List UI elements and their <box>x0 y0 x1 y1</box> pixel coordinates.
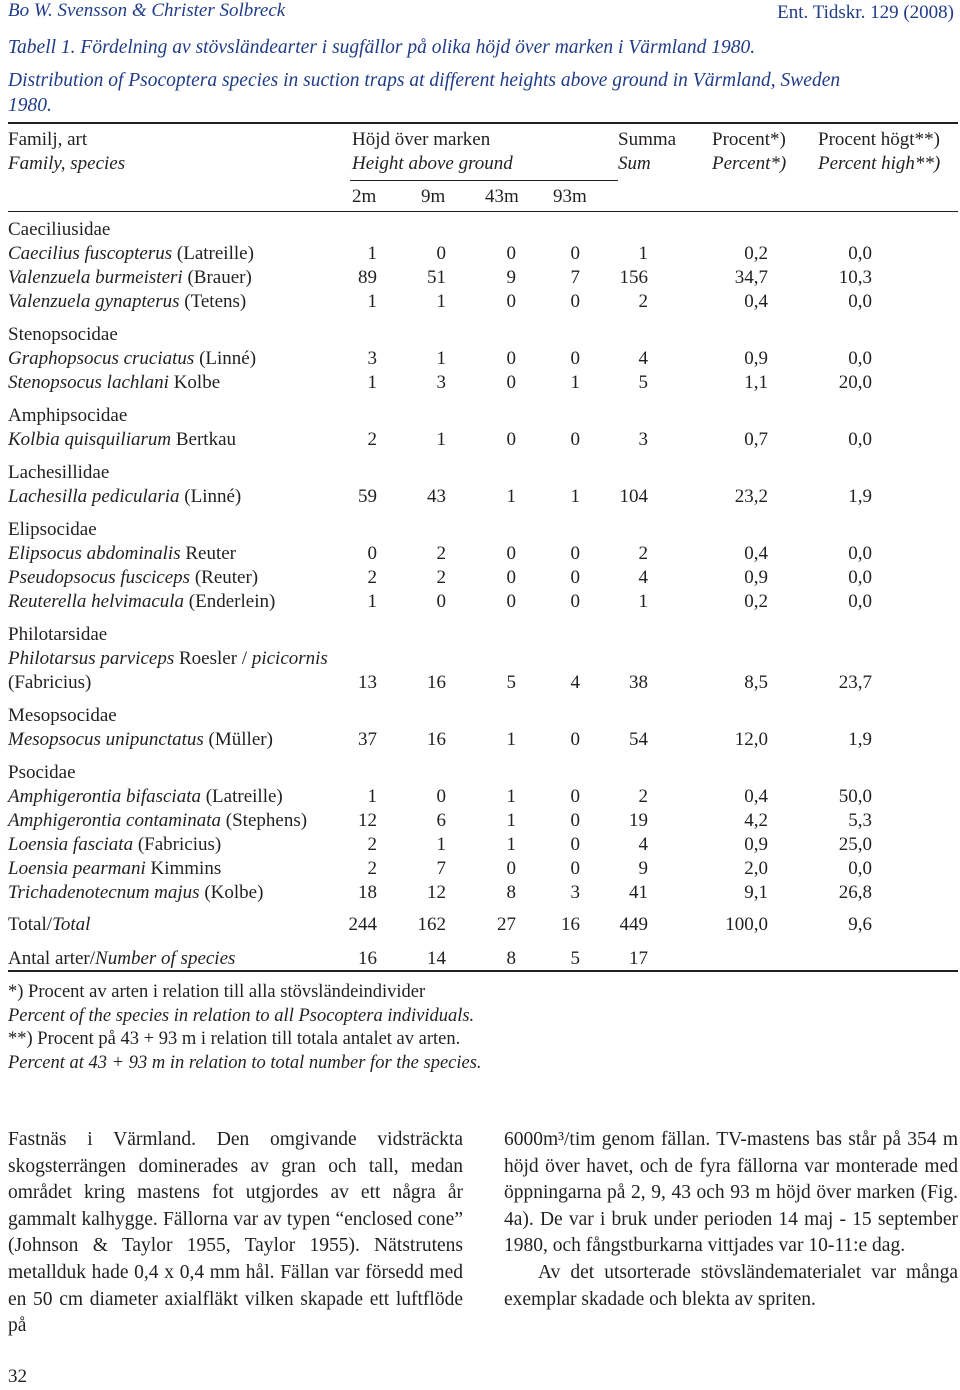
species-author: Roesler / <box>174 648 252 669</box>
species-9m-cell: 51 <box>427 267 446 288</box>
species-43m-cell: 0 <box>506 543 516 564</box>
species-percent-cell: 0,4 <box>744 786 768 807</box>
body-paragraph-left: Fastnäs i Värmland. Den omgivande vidsträckta skogsterrängen dominerades av gran och tall, medan området kring mastens fot utgjordes av ett några år gammalt kalhygge. Fällorna var av typen “enclosed cone” (Johnson & Taylor 1955, Taylor 1955). Nätstrutens metallduk hade 0,4 x 0,4 mm hål. Fällan var försedd med en 50 cm diameter axialfläkt vilken skapade ett luftflöde på <box>8 1129 463 1337</box>
family-name: Philotarsidae <box>8 624 108 645</box>
height-9m-header: 9m <box>421 186 446 207</box>
species-percent-cell: 9,1 <box>744 882 768 903</box>
species-sum-cell: 38 <box>629 672 648 693</box>
species-93m-cell: 0 <box>570 786 580 807</box>
species-author-continued: (Fabricius) <box>8 672 92 693</box>
species-name: Valenzuela gynapterus <box>8 291 180 312</box>
species-2m-cell: 2 <box>367 858 377 879</box>
species-9m-cell: 43 <box>427 486 446 507</box>
species-row-label <box>8 882 263 904</box>
total-percent-cell: 100,0 <box>725 914 768 935</box>
species-9m-cell: 1 <box>436 834 446 855</box>
footnote-2-swedish: **) Procent på 43 + 93 m i relation till totala antalet av arten. <box>8 1029 461 1049</box>
species-9m-cell: 0 <box>436 243 446 264</box>
col-header-family-sv: Familj, art <box>8 129 88 150</box>
species-name: Kolbia quisquiliarum <box>8 429 172 450</box>
species-sum-cell: 2 <box>638 786 648 807</box>
species-sum-cell: 4 <box>638 348 648 369</box>
species-percent-cell: 0,2 <box>744 243 768 264</box>
species-count-2m-cell: 16 <box>358 948 377 969</box>
species-percent-high-cell: 5,3 <box>848 810 872 831</box>
running-head-authors: Bo W. Svensson & Christer Solbreck <box>8 0 286 21</box>
species-93m-cell: 0 <box>570 834 580 855</box>
species-93m-cell: 1 <box>570 372 580 393</box>
species-9m-cell: 6 <box>436 810 446 831</box>
species-sum-cell: 4 <box>638 567 648 588</box>
species-2m-cell: 1 <box>367 372 377 393</box>
species-name: Graphopsocus cruciatus <box>8 348 195 369</box>
species-9m-cell: 1 <box>436 348 446 369</box>
height-header-rule <box>350 180 618 181</box>
footnote-1-english: Percent of the species in relation to all Psocoptera individuals. <box>8 1006 475 1026</box>
species-sum-cell: 1 <box>638 243 648 264</box>
family-name: Caeciliusidae <box>8 219 111 240</box>
species-name: Valenzuela burmeisteri <box>8 267 183 288</box>
col-header-height-sv: Höjd över marken <box>352 129 491 150</box>
species-author: (Reuter) <box>190 567 259 588</box>
species-93m-cell: 0 <box>570 810 580 831</box>
species-9m-cell: 3 <box>436 372 446 393</box>
species-9m-cell: 2 <box>436 543 446 564</box>
table-caption-swedish: Tabell 1. Fördelning av stövsländearter i sugfällor på olika höjd över marken i Värmland 1980. <box>8 37 756 58</box>
family-name: Stenopsocidae <box>8 324 118 345</box>
species-93m-cell: 0 <box>570 729 580 750</box>
species-sum-cell: 2 <box>638 291 648 312</box>
species-percent-high-cell: 20,0 <box>838 372 872 393</box>
species-percent-cell: 34,7 <box>734 267 768 288</box>
total-row-label <box>8 914 90 936</box>
species-name: Amphigerontia bifasciata <box>8 786 201 807</box>
height-43m-header: 43m <box>485 186 519 207</box>
col-header-percent-en: Percent*) <box>712 153 787 174</box>
species-name: Reuterella helvimacula <box>8 591 185 612</box>
species-9m-cell: 1 <box>436 429 446 450</box>
species-sum-cell: 5 <box>638 372 648 393</box>
species-name: Amphigerontia contaminata <box>8 810 222 831</box>
species-93m-cell: 7 <box>570 267 580 288</box>
species-name: Elipsocus abdominalis <box>8 543 181 564</box>
species-43m-cell: 0 <box>506 858 516 879</box>
species-2m-cell: 1 <box>367 786 377 807</box>
species-percent-high-cell: 50,0 <box>838 786 872 807</box>
species-9m-cell: 7 <box>436 858 446 879</box>
species-row-label <box>8 810 307 832</box>
species-93m-cell: 0 <box>570 291 580 312</box>
col-header-height-en: Height above ground <box>352 153 513 174</box>
species-percent-cell: 0,2 <box>744 591 768 612</box>
species-percent-high-cell: 0,0 <box>848 429 872 450</box>
footnote-1-swedish: *) Procent av arten i relation till alla stövsländeindivider <box>8 982 426 1002</box>
species-percent-high-cell: 26,8 <box>838 882 872 903</box>
table-caption-english-cont: 1980. <box>8 95 52 116</box>
species-name: Lachesilla pedicularia <box>8 486 180 507</box>
species-2m-cell: 89 <box>358 267 377 288</box>
species-percent-high-cell: 10,3 <box>838 267 872 288</box>
species-2m-cell: 2 <box>367 834 377 855</box>
species-count-43m-cell: 8 <box>506 948 516 969</box>
species-2m-cell: 18 <box>358 882 377 903</box>
species-43m-cell: 0 <box>506 243 516 264</box>
species-count-label-sv: Antal arter/ <box>8 948 96 969</box>
species-43m-cell: 1 <box>506 786 516 807</box>
total-2m-cell: 244 <box>348 914 377 935</box>
species-name: Loensia fasciata <box>8 834 134 855</box>
species-percent-cell: 0,9 <box>744 348 768 369</box>
species-43m-cell: 0 <box>506 591 516 612</box>
total-9m-cell: 162 <box>417 914 446 935</box>
species-2m-cell: 1 <box>367 591 377 612</box>
col-header-sum-en: Sum <box>618 153 651 174</box>
species-author: (Kolbe) <box>199 882 264 903</box>
species-2m-cell: 1 <box>367 243 377 264</box>
species-43m-cell: 1 <box>506 729 516 750</box>
species-row-label <box>8 543 236 565</box>
species-percent-high-cell: 0,0 <box>848 591 872 612</box>
species-row-label <box>8 486 241 508</box>
species-count-9m-cell: 14 <box>427 948 446 969</box>
species-percent-high-cell: 0,0 <box>848 858 872 879</box>
body-text-left-column <box>8 1127 463 1340</box>
species-count-row-label <box>8 948 235 970</box>
species-percent-cell: 1,1 <box>744 372 768 393</box>
species-43m-cell: 0 <box>506 291 516 312</box>
family-name: Psocidae <box>8 762 76 783</box>
total-sum-cell: 449 <box>619 914 648 935</box>
species-93m-cell: 0 <box>570 243 580 264</box>
species-row-label <box>8 429 236 451</box>
species-2m-cell: 2 <box>367 429 377 450</box>
species-row-label <box>8 591 275 613</box>
species-2m-cell: 37 <box>358 729 377 750</box>
height-93m-header: 93m <box>553 186 587 207</box>
running-head-journal: Ent. Tidskr. 129 (2008) <box>777 2 954 23</box>
page-number: 32 <box>8 1366 27 1387</box>
col-header-family-en: Family, species <box>8 153 126 174</box>
species-row-label <box>8 372 220 394</box>
species-author: (Linné) <box>194 348 257 369</box>
species-93m-cell: 0 <box>570 591 580 612</box>
species-percent-cell: 0,4 <box>744 543 768 564</box>
species-row-label <box>8 729 273 751</box>
species-2m-cell: 3 <box>367 348 377 369</box>
species-row-label <box>8 348 256 370</box>
species-percent-high-cell: 0,0 <box>848 567 872 588</box>
species-43m-cell: 0 <box>506 372 516 393</box>
species-author: (Fabricius) <box>133 834 222 855</box>
species-93m-cell: 3 <box>570 882 580 903</box>
total-label-sv: Total/ <box>8 914 53 935</box>
species-93m-cell: 4 <box>570 672 580 693</box>
species-name: Loensia pearmani <box>8 858 146 879</box>
species-count-sum-cell: 17 <box>629 948 648 969</box>
total-percent-high-cell: 9,6 <box>848 914 872 935</box>
col-header-percent-sv: Procent*) <box>712 129 786 150</box>
species-sum-cell: 19 <box>629 810 648 831</box>
species-name: Stenopsocus lachlani <box>8 372 169 393</box>
species-2m-cell: 0 <box>367 543 377 564</box>
species-author: (Enderlein) <box>184 591 276 612</box>
species-43m-cell: 0 <box>506 429 516 450</box>
species-sum-cell: 54 <box>629 729 648 750</box>
species-2m-cell: 2 <box>367 567 377 588</box>
footnote-2-english: Percent at 43 + 93 m in relation to total number for the species. <box>8 1053 482 1073</box>
species-percent-high-cell: 0,0 <box>848 543 872 564</box>
table-caption-english: Distribution of Psocoptera species in suction traps at different heights above ground in Värmland, Sweden <box>8 70 841 91</box>
species-percent-cell: 12,0 <box>734 729 768 750</box>
body-paragraph-right-1: 6000m³/tim genom fällan. TV-mastens bas står på 354 m höjd över havet, och de fyra fällorna var monterade med öppningarna på 2, 9, 43 och 93 m höjd över marken (Fig. 4a). De var i bruk under perioden 14 maj - 15 september 1980, och fångstburkarna vittjades var 10-11:e dag. <box>504 1129 958 1257</box>
species-row-label <box>8 834 221 856</box>
species-percent-high-cell: 1,9 <box>848 486 872 507</box>
species-count-label-en: Number of species <box>95 948 236 969</box>
species-43m-cell: 1 <box>506 810 516 831</box>
species-sum-cell: 41 <box>629 882 648 903</box>
species-9m-cell: 16 <box>427 672 446 693</box>
species-93m-cell: 1 <box>570 486 580 507</box>
species-row-label <box>8 858 221 880</box>
table-bottom-rule <box>8 970 958 972</box>
species-sum-cell: 1 <box>638 591 648 612</box>
family-name: Elipsocidae <box>8 519 97 540</box>
species-percent-high-cell: 23,7 <box>838 672 872 693</box>
table-top-rule <box>8 122 958 124</box>
species-percent-cell: 23,2 <box>734 486 768 507</box>
species-93m-cell: 0 <box>570 429 580 450</box>
species-percent-cell: 0,7 <box>744 429 768 450</box>
species-author: (Stephens) <box>221 810 308 831</box>
species-alt-name: picicornis <box>251 648 328 669</box>
species-row-label <box>8 267 252 289</box>
body-text-right-column <box>504 1127 958 1313</box>
species-author: (Latreille) <box>172 243 254 264</box>
species-row-label <box>8 243 254 265</box>
species-2m-cell: 59 <box>358 486 377 507</box>
species-2m-cell: 13 <box>358 672 377 693</box>
height-2m-header: 2m <box>352 186 377 207</box>
species-9m-cell: 1 <box>436 291 446 312</box>
total-43m-cell: 27 <box>497 914 516 935</box>
table-header-rule <box>8 211 958 212</box>
species-percent-high-cell: 0,0 <box>848 243 872 264</box>
species-2m-cell: 1 <box>367 291 377 312</box>
species-name: Trichadenotecnum majus <box>8 882 200 903</box>
species-percent-high-cell: 1,9 <box>848 729 872 750</box>
species-sum-cell: 9 <box>638 858 648 879</box>
species-author: (Linné) <box>179 486 242 507</box>
species-name: Philotarsus parviceps <box>8 648 175 669</box>
species-percent-cell: 4,2 <box>744 810 768 831</box>
species-row-label <box>8 567 258 589</box>
species-43m-cell: 1 <box>506 486 516 507</box>
species-93m-cell: 0 <box>570 567 580 588</box>
species-43m-cell: 1 <box>506 834 516 855</box>
species-93m-cell: 0 <box>570 348 580 369</box>
species-sum-cell: 4 <box>638 834 648 855</box>
col-header-percent-high-en: Percent high**) <box>818 153 941 174</box>
species-name: Pseudopsocus fusciceps <box>8 567 191 588</box>
species-percent-high-cell: 0,0 <box>848 291 872 312</box>
species-43m-cell: 0 <box>506 567 516 588</box>
species-9m-cell: 0 <box>436 591 446 612</box>
species-sum-cell: 104 <box>619 486 648 507</box>
species-author: (Latreille) <box>200 786 283 807</box>
species-percent-cell: 8,5 <box>744 672 768 693</box>
species-author: Bertkau <box>171 429 237 450</box>
family-name: Amphipsocidae <box>8 405 128 426</box>
species-93m-cell: 0 <box>570 543 580 564</box>
species-percent-high-cell: 0,0 <box>848 348 872 369</box>
body-paragraph-right-2: Av det utsorterade stövsländematerialet var många exemplar skadade och blekta av spriten. <box>504 1261 958 1310</box>
species-43m-cell: 5 <box>506 672 516 693</box>
species-9m-cell: 2 <box>436 567 446 588</box>
species-43m-cell: 9 <box>506 267 516 288</box>
species-sum-cell: 2 <box>638 543 648 564</box>
species-2m-cell: 12 <box>358 810 377 831</box>
species-author: (Müller) <box>203 729 273 750</box>
species-row-label <box>8 648 328 670</box>
species-author: (Brauer) <box>182 267 252 288</box>
species-percent-cell: 0,9 <box>744 834 768 855</box>
species-sum-cell: 156 <box>619 267 648 288</box>
species-row-label <box>8 786 283 808</box>
species-percent-cell: 0,9 <box>744 567 768 588</box>
species-name: Caecilius fuscopterus <box>8 243 173 264</box>
species-9m-cell: 16 <box>427 729 446 750</box>
species-93m-cell: 0 <box>570 858 580 879</box>
species-43m-cell: 8 <box>506 882 516 903</box>
species-row-label <box>8 291 246 313</box>
species-9m-cell: 12 <box>427 882 446 903</box>
species-count-93m-cell: 5 <box>570 948 580 969</box>
species-percent-high-cell: 25,0 <box>838 834 872 855</box>
species-percent-cell: 2,0 <box>744 858 768 879</box>
species-author: (Tetens) <box>179 291 247 312</box>
species-author: Reuter <box>180 543 236 564</box>
species-9m-cell: 0 <box>436 786 446 807</box>
species-sum-cell: 3 <box>638 429 648 450</box>
species-author: Kolbe <box>168 372 221 393</box>
species-name: Mesopsocus unipunctatus <box>8 729 204 750</box>
col-header-percent-high-sv: Procent högt**) <box>818 129 940 150</box>
total-label-en: Total <box>52 914 91 935</box>
species-percent-cell: 0,4 <box>744 291 768 312</box>
species-author: Kimmins <box>145 858 222 879</box>
species-43m-cell: 0 <box>506 348 516 369</box>
total-93m-cell: 16 <box>561 914 580 935</box>
family-name: Mesopsocidae <box>8 705 117 726</box>
col-header-sum-sv: Summa <box>618 129 677 150</box>
family-name: Lachesillidae <box>8 462 110 483</box>
